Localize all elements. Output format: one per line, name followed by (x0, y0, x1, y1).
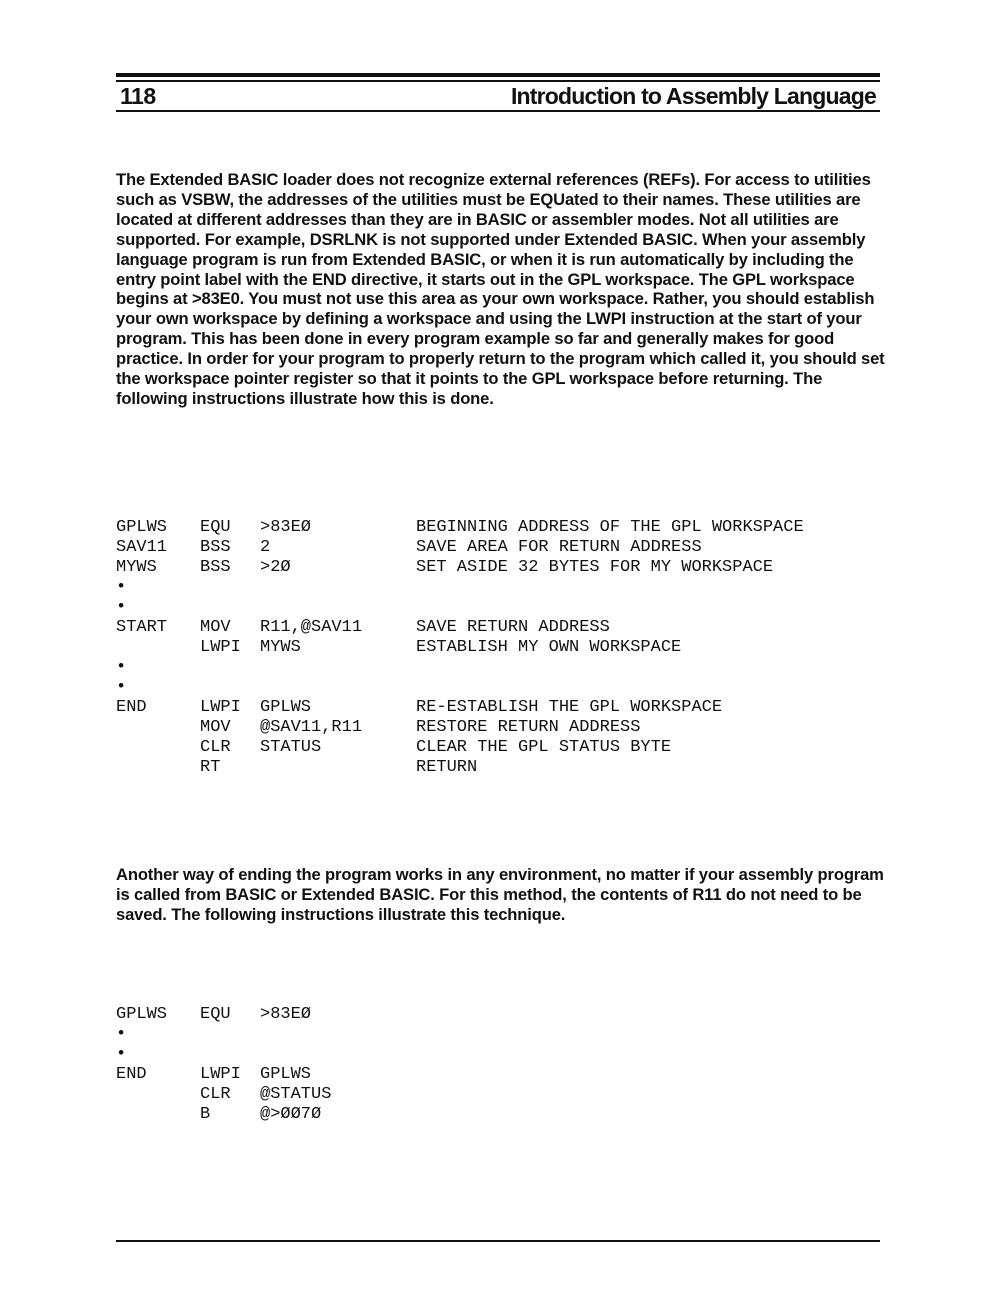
code-line (116, 1085, 896, 1105)
code-operand: >2Ø (260, 558, 291, 577)
code-opcode: RT (200, 758, 221, 777)
code-label: START (116, 618, 168, 637)
code-label: SAV11 (116, 538, 168, 557)
code-line (116, 518, 896, 538)
ellipsis-dot: • (116, 598, 127, 617)
code-comment: BEGINNING ADDRESS OF THE GPL WORKSPACE (416, 518, 804, 537)
code-operand: >83EØ (260, 518, 312, 537)
code-line (116, 1105, 896, 1125)
code-opcode: MOV (200, 718, 231, 737)
code-line (116, 718, 896, 738)
code-line (116, 1005, 896, 1025)
code-operand: GPLWS (260, 1065, 312, 1084)
code-opcode: LWPI (200, 1065, 241, 1084)
code-operand: STATUS (260, 738, 322, 757)
code-operand: >83EØ (260, 1005, 312, 1024)
code-opcode: MOV (200, 618, 231, 637)
code-label: GPLWS (116, 518, 168, 537)
code-line (116, 578, 896, 598)
code-operand: GPLWS (260, 698, 312, 717)
code-opcode: B (200, 1105, 211, 1124)
code-opcode: EQU (200, 1005, 231, 1024)
code-line (116, 758, 896, 778)
code-opcode: BSS (200, 558, 231, 577)
code-line (116, 1065, 896, 1085)
code-comment: SAVE RETURN ADDRESS (416, 618, 610, 637)
code-opcode: CLR (200, 738, 231, 757)
code-comment: SAVE AREA FOR RETURN ADDRESS (416, 538, 702, 557)
code-line (116, 698, 896, 718)
ellipsis-dot: • (116, 1045, 127, 1064)
code-comment: SET ASIDE 32 BYTES FOR MY WORKSPACE (416, 558, 774, 577)
header-rule-thick (116, 73, 880, 77)
code-label: MYWS (116, 558, 157, 577)
code-comment: RE-ESTABLISH THE GPL WORKSPACE (416, 698, 723, 717)
ellipsis-dot: • (116, 678, 127, 697)
code-comment: CLEAR THE GPL STATUS BYTE (416, 738, 672, 757)
intro-paragraph: The Extended BASIC loader does not recognize external references (REFs). For access to utilities such as VSBW, the addresses of the utilities must be EQUated to their names. These utilities are located at different addresses than they are in BASIC or assembler modes. Not all utilities are supported. For example, DSRLNK is not supported under Extended BASIC. When your assembly language program is run from Extended BASIC, or when it is run automatically by including the entry point label with the END directive, it starts out in the GPL workspace. The GPL workspace begins at >83E0. You must not use this area as your own workspace. Rather, you should establish your own workspace by defining a workspace and using the LWPI instruction at the start of your program. This has been done in every program example so far and generally makes for good practice. In order for your program to properly return to the program which called it, you should set the workspace pointer register so that it points to the GPL workspace before returning. The following instructions illustrate how this is done. (116, 170, 885, 408)
code-comment: RESTORE RETURN ADDRESS (416, 718, 641, 737)
code-listing-gpl-workspace (116, 518, 896, 778)
code-opcode: LWPI (200, 638, 241, 657)
page-number: 118 (120, 83, 156, 109)
code-line (116, 638, 896, 658)
code-operand: @>ØØ7Ø (260, 1105, 322, 1124)
running-title: Introduction to Assembly Language (510, 83, 876, 109)
code-opcode: CLR (200, 1085, 231, 1104)
code-operand: MYWS (260, 638, 301, 657)
code-line (116, 538, 896, 558)
code-label: END (116, 1065, 147, 1084)
code-opcode: LWPI (200, 698, 241, 717)
code-comment: RETURN (416, 758, 478, 777)
ellipsis-dot: • (116, 658, 127, 677)
code-line (116, 738, 896, 758)
code-line (116, 1025, 896, 1045)
code-comment: ESTABLISH MY OWN WORKSPACE (416, 638, 682, 657)
footer-rule (116, 1240, 880, 1242)
ellipsis-dot: • (116, 1025, 127, 1044)
code-line (116, 1045, 896, 1065)
code-label: GPLWS (116, 1005, 168, 1024)
code-line (116, 658, 896, 678)
ellipsis-dot: • (116, 578, 127, 597)
code-line (116, 598, 896, 618)
code-operand: 2 (260, 538, 271, 557)
code-listing-alternative-ending (116, 1005, 896, 1125)
code-opcode: EQU (200, 518, 231, 537)
page-header (116, 82, 880, 112)
code-operand: @STATUS (260, 1085, 332, 1104)
code-line (116, 558, 896, 578)
code-label: END (116, 698, 147, 717)
alternative-ending-paragraph: Another way of ending the program works in any environment, no matter if your assembly program is called from BASIC or Extended BASIC. For this method, the contents of R11 do not need to be saved. The following instructions illustrate this technique. (116, 865, 884, 924)
code-line (116, 678, 896, 698)
code-operand: @SAV11,R11 (260, 718, 363, 737)
code-operand: R11,@SAV11 (260, 618, 363, 637)
code-opcode: BSS (200, 538, 231, 557)
code-line (116, 618, 896, 638)
